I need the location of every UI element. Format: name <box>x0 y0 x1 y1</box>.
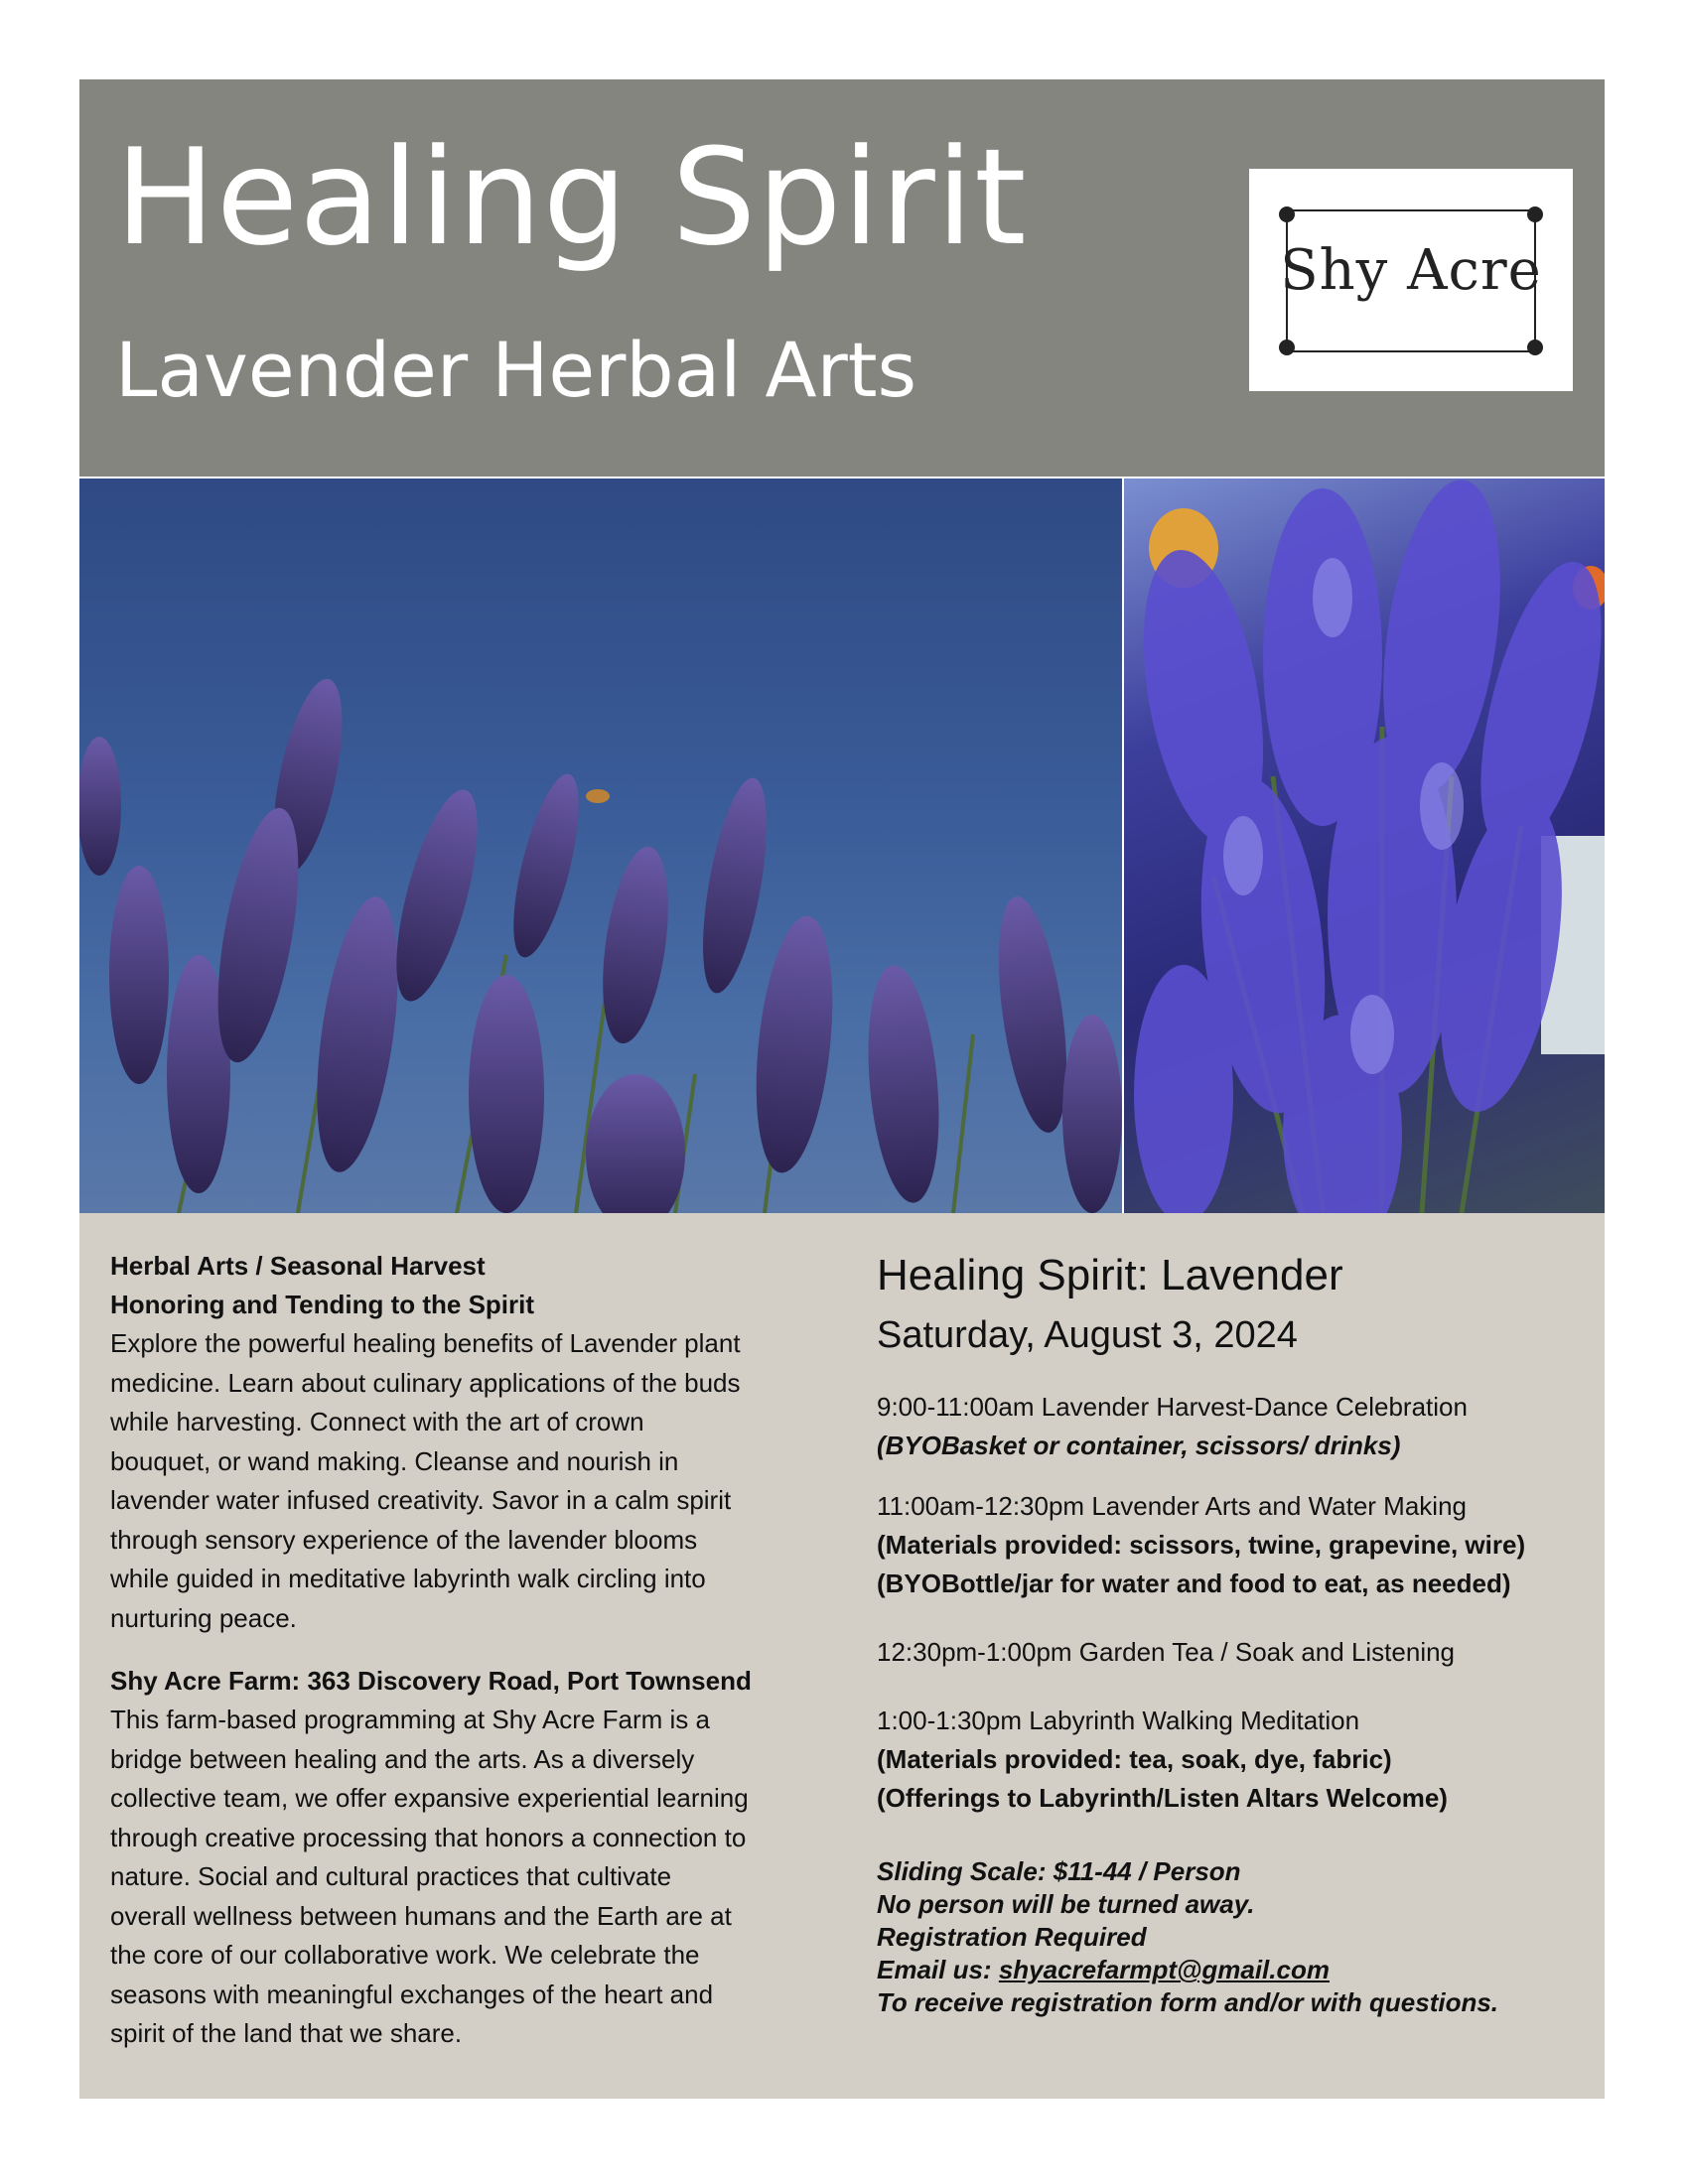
intro-line: lavender water infused creativity. Savor in a calm spirit <box>110 1485 732 1515</box>
email-link[interactable]: shyacrefarmpt@gmail.com <box>998 1955 1330 1984</box>
schedule-note: (BYOBasket or container, scissors/ drinks) <box>877 1431 1401 1460</box>
intro-line: through sensory experience of the lavender blooms <box>110 1524 698 1555</box>
about-line: seasons with meaningful exchanges of the heart and <box>110 1979 714 2009</box>
email-line <box>877 1954 1592 1986</box>
registration-block <box>877 1855 1592 2019</box>
section-heading: Herbal Arts / Seasonal Harvest <box>110 1251 486 1281</box>
schedule-column <box>877 1247 1592 2019</box>
info-panel <box>79 1213 1605 2099</box>
intro-line: medicine. Learn about culinary applications of the buds <box>110 1367 741 1398</box>
schedule-item <box>877 1633 1592 1672</box>
schedule-note: (BYOBottle/jar for water and food to eat, as needed) <box>877 1569 1511 1598</box>
flyer-page <box>79 79 1605 2099</box>
intro-line: nurturing peace. <box>110 1602 297 1633</box>
closing-text: To receive registration form and/or with questions. <box>877 1987 1499 2017</box>
lavender-field-illustration <box>79 478 1122 1213</box>
schedule-note: (Materials provided: scissors, twine, grapevine, wire) <box>877 1530 1526 1560</box>
schedule-time: 12:30pm-1:00pm Garden Tea / Soak and Listening <box>877 1637 1456 1667</box>
schedule-time: 1:00-1:30pm Labyrinth Walking Meditation <box>877 1706 1360 1735</box>
about-line: collective team, we offer expansive experiential learning <box>110 1783 749 1813</box>
about-line: nature. Social and cultural practices that cultivate <box>110 1861 672 1891</box>
lavender-bouquet-photo <box>1124 478 1605 1213</box>
lavender-bouquet-illustration <box>1124 478 1605 1213</box>
schedule-time: 11:00am-12:30pm Lavender Arts and Water Making <box>877 1491 1467 1521</box>
price-text: Sliding Scale: $11-44 / Person <box>877 1856 1241 1886</box>
page-subtitle: Lavender Herbal Arts <box>115 326 917 414</box>
description-column <box>110 1247 805 2054</box>
intro-line: while guided in meditative labyrinth walk circling into <box>110 1564 706 1593</box>
event-date: Saturday, August 3, 2024 <box>877 1314 1298 1356</box>
section-subheading: Honoring and Tending to the Spirit <box>110 1290 535 1319</box>
intro-line: bouquet, or wand making. Cleanse and nourish in <box>110 1445 679 1476</box>
schedule-item <box>877 1702 1592 1818</box>
shy-acre-logo <box>1249 169 1573 391</box>
intro-line: Explore the powerful healing benefits of Lavender plant <box>110 1328 741 1358</box>
page-title: Healing Spirit <box>115 120 1028 275</box>
header-banner <box>79 79 1605 477</box>
location-heading: Shy Acre Farm: 363 Discovery Road, Port Townsend <box>110 1666 752 1696</box>
intro-line: while harvesting. Connect with the art of crown <box>110 1407 644 1436</box>
event-title: Healing Spirit: Lavender <box>877 1251 1343 1299</box>
about-line: overall wellness between humans and the Earth are at <box>110 1900 732 1931</box>
policy-text: No person will be turned away. <box>877 1889 1255 1919</box>
lavender-sky-photo <box>79 478 1122 1213</box>
registration-required-text: Registration Required <box>877 1922 1147 1952</box>
about-line: This farm-based programming at Shy Acre Farm is a <box>110 1705 710 1734</box>
about-line: the core of our collaborative work. We celebrate the <box>110 1940 700 1970</box>
about-line: through creative processing that honors a connection to <box>110 1822 747 1852</box>
email-label: Email us: <box>877 1955 999 1984</box>
logo-text: Shy Acre <box>1280 238 1542 303</box>
about-line: bridge between healing and the arts. As a diversely <box>110 1743 695 1774</box>
schedule-item <box>877 1487 1592 1603</box>
schedule-note: (Materials provided: tea, soak, dye, fabric) <box>877 1744 1392 1774</box>
schedule-item <box>877 1388 1592 1465</box>
schedule-time: 9:00-11:00am Lavender Harvest-Dance Celebration <box>877 1392 1468 1422</box>
about-line: spirit of the land that we share. <box>110 2018 463 2048</box>
schedule-note: (Offerings to Labyrinth/Listen Altars Welcome) <box>877 1783 1448 1813</box>
